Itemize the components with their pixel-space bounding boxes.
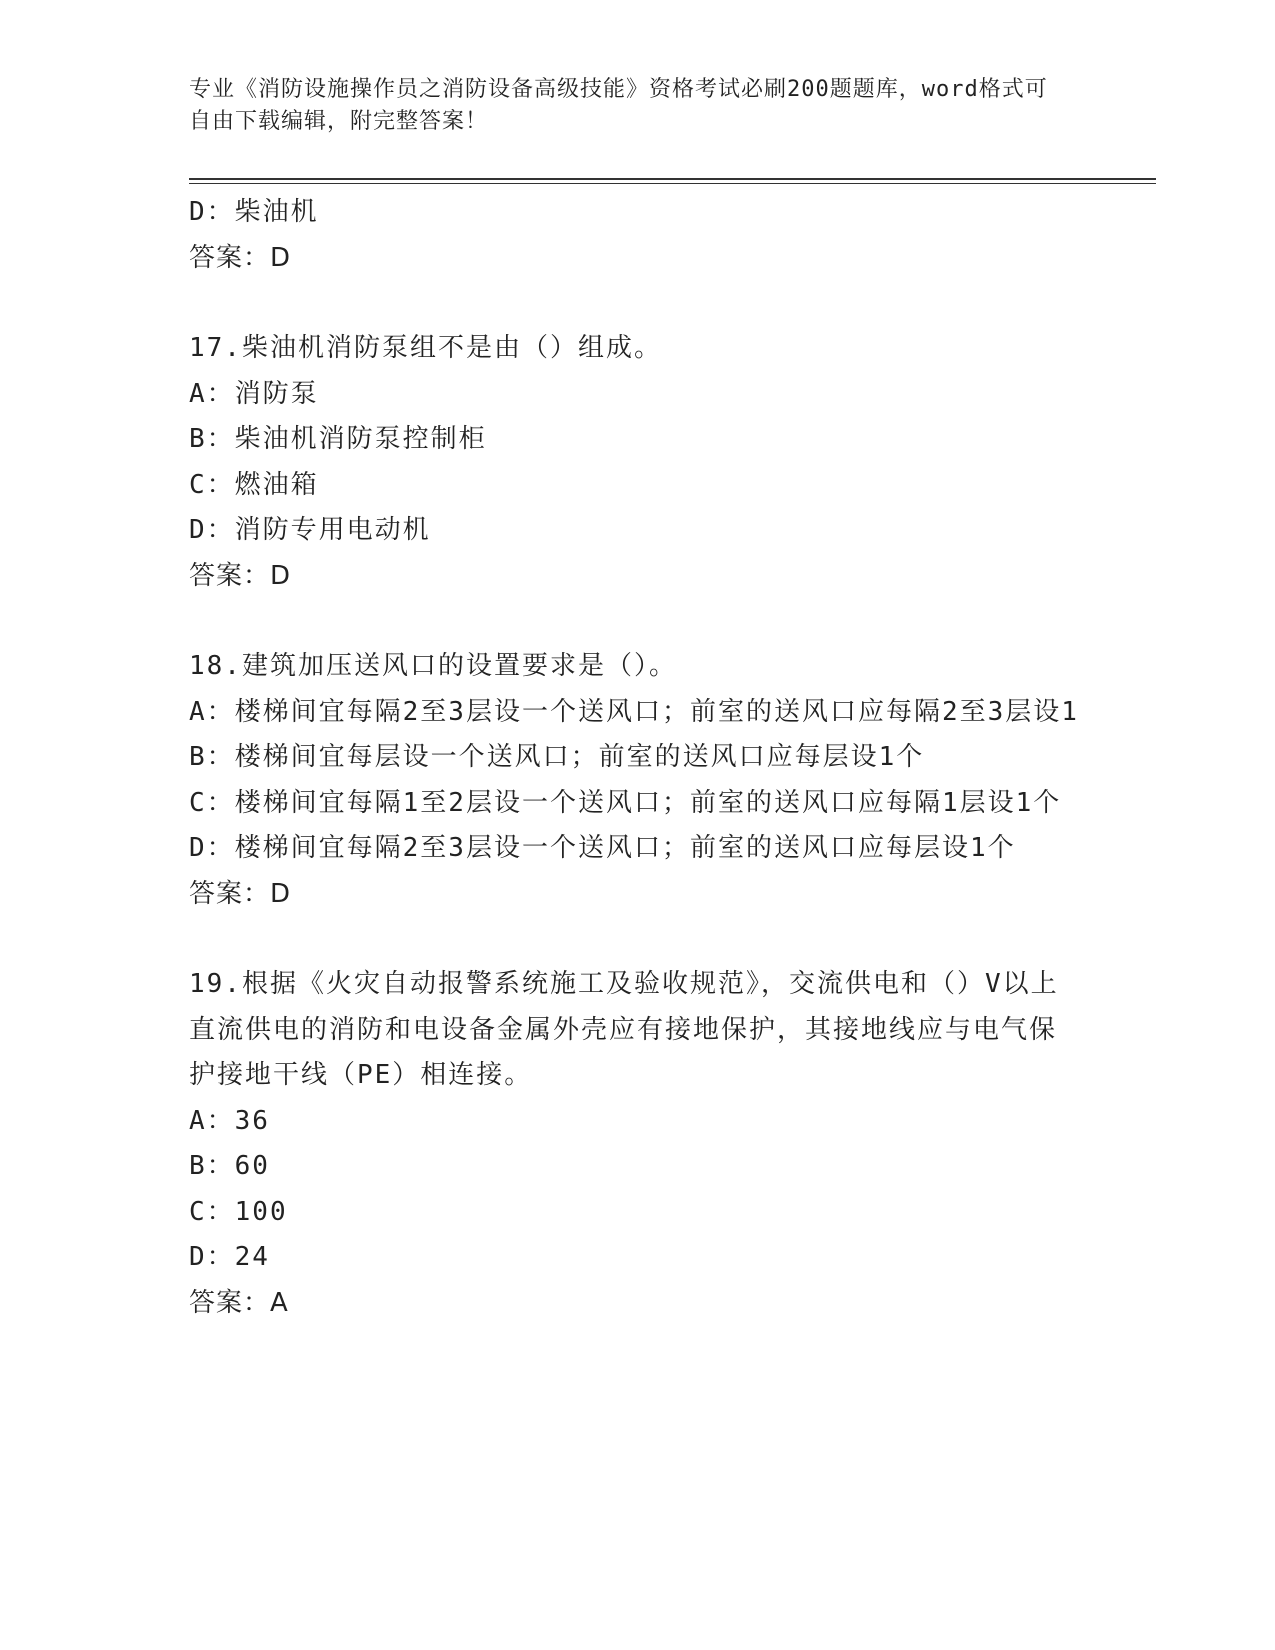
option-a: A：36 xyxy=(189,1105,270,1136)
option-a: A：消防泵 xyxy=(189,378,319,409)
previous-question-tail xyxy=(189,190,1079,281)
option-c: C：楼梯间宜每隔1至2层设一个送风口；前室的送风口应每隔1层设1个 xyxy=(189,787,1062,818)
option-b: B：柴油机消防泵控制柜 xyxy=(189,424,487,454)
option-d: D：24 xyxy=(189,1242,270,1272)
question-list xyxy=(189,190,1079,1326)
question-stem: 17.柴油机消防泵组不是由（）组成。 xyxy=(189,333,662,363)
header-divider xyxy=(189,178,1156,184)
option-a: A：楼梯间宜每隔2至3层设一个送风口；前室的送风口应每隔2至3层设1 xyxy=(189,696,1079,727)
option-c: C：100 xyxy=(189,1196,288,1227)
option-c: C：燃油箱 xyxy=(189,469,319,500)
question-stem: 19.根据《火灾自动报警系统施工及验收规范》，交流供电和（）V以上直流供电的消防和电设备金属外壳应有接地保护，其接地线应与电气保护接地干线（PE）相连接。 xyxy=(189,969,1059,1090)
question-stem: 18.建筑加压送风口的设置要求是（）。 xyxy=(189,651,677,681)
option-d: D：柴油机 xyxy=(189,197,319,227)
option-b: B：60 xyxy=(189,1151,270,1181)
question-17 xyxy=(189,326,1079,599)
option-d: D：消防专用电动机 xyxy=(189,515,431,545)
question-18 xyxy=(189,644,1079,917)
answer-line: 答案：A xyxy=(189,1287,289,1318)
answer-line: 答案：D xyxy=(189,878,292,909)
question-19 xyxy=(189,962,1079,1326)
answer-line: 答案：D xyxy=(189,242,292,273)
document-header: 专业《消防设施操作员之消防设备高级技能》资格考试必刷200题题库，word格式可自由下载编辑，附完整答案！ xyxy=(189,77,1048,134)
option-d: D：楼梯间宜每隔2至3层设一个送风口；前室的送风口应每层设1个 xyxy=(189,833,1016,863)
answer-line: 答案：D xyxy=(189,560,292,591)
option-b: B：楼梯间宜每层设一个送风口；前室的送风口应每层设1个 xyxy=(189,742,925,772)
